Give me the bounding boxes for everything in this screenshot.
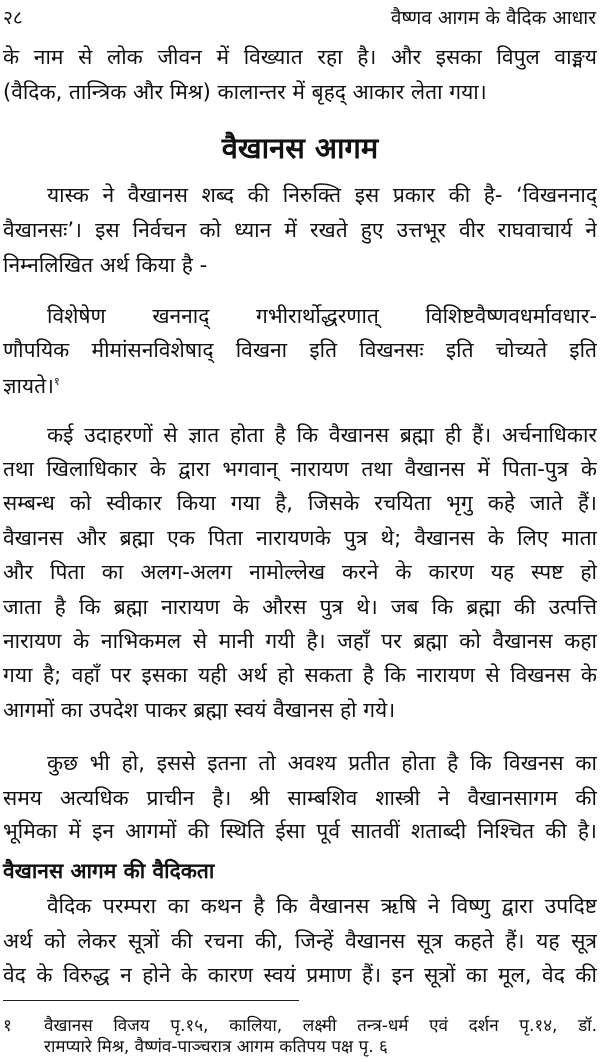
text-line: वैखानस और ब्रह्मा एक पिता नारायणके पुत्र थे; वैखानस के लिए माता (3, 526, 597, 550)
footnote-line: रामप्यारे मिश्र, वैष्णंव-पाञ्चरात्र आगम कतिपय पक्ष पृ. ६ (44, 1037, 388, 1057)
quote-text: ज्ञायते। (3, 374, 55, 398)
running-title: वैष्णव आगम के वैदिक आधार (390, 7, 596, 29)
section-heading: वैखानस आगम (221, 131, 379, 165)
footnote-line: वैखानस विजय पृ.१५, कालिया, लक्ष्मी तन्त्र-धर्म एवं दर्शन पृ.१४, डॉ. (44, 1016, 597, 1036)
text-line: आगमों का उपदेश पाकर ब्रह्मा स्वयं वैखानस हो गये। (3, 698, 396, 722)
text-line: जाता है कि ब्रह्मा नारायण के औरस पुत्र थे। जब कि ब्रह्मा की उत्पत्ति (3, 595, 597, 619)
text-line: वैखानसः’। इस निर्वचन को ध्यान में रखते हुए उत्तभूर वीर राघवाचार्य ने (3, 218, 597, 242)
text-line: (वैदिक, तान्त्रिक और मिश्र) कालान्तर में बृहद् आकार लेता गया। (3, 80, 487, 104)
footnote-divider (3, 1000, 299, 1001)
text-line: यास्क ने वैखानस शब्द की निरुक्ति इस प्रकार की है- ‘विखननाद् (47, 183, 597, 207)
text-line: समय अत्यधिक प्राचीन है। श्री साम्बशिव शास्त्री ने वैखानसागम की (3, 786, 597, 810)
text-line: नारायण के नाभिकमल से मानी गयी है। जहाँ पर ब्रह्मा को वैखानस कहा (3, 629, 597, 653)
text-line: कई उदाहरणों से ज्ञात होता है कि वैखानस ब्रह्मा ही हैं। अर्चनाधिकार (47, 423, 597, 447)
text-line: निम्नलिखित अर्थ किया है - (3, 253, 208, 277)
text-line: भूमिका में इन आगमों की स्थिति ईसा पूर्व सातवीं शताब्दी निश्चित की है। (3, 819, 597, 843)
text-line: अर्थ को लेकर सूत्रों की रचना की, जिन्हें वैखानस सूत्र कहते हैं। यह सूत्र (3, 929, 597, 953)
text-line: सम्बन्ध को स्वीकार किया गया है, जिसके रचयिता भृगु कहे जाते हैं। (3, 491, 597, 515)
quote-line: विशेषेण खननाद् गभीरार्थोद्धरणात् विशिष्टवैष्णवधर्मावधार- (47, 304, 597, 328)
text-line: गया है; वहाँ पर इसका यही अर्थ हो सकता है कि नारायण से विखनस के (3, 663, 597, 687)
text-line: के नाम से लोक जीवन में विख्यात रहा है। और इसका विपुल वाङ्मय (3, 45, 597, 69)
text-line: और पिता का अलग-अलग नामोल्लेख करने के कारण यह स्पष्ट हो (3, 560, 597, 584)
footnote-number: १ (3, 1016, 12, 1036)
quote-line: णौपयिक मीमांसनविशेषाद् विखना इति विखनसः इति चोच्यते इति (3, 338, 597, 362)
subheading: वैखानस आगम की वैदिकता (3, 859, 215, 883)
text-line: वेद के विरुद्ध न होने के कारण स्वयं प्रमाण हैं। इन सूत्रों का मूल, वेद की (3, 963, 597, 987)
quote-line (3, 367, 597, 401)
text-line: तथा खिलाधिकार के द्वारा भगवान् नारायण तथा वैखानस में पिता-पुत्र के (3, 457, 597, 481)
text-line: वैदिक परम्परा का कथन है कि वैखानस ऋषि ने विष्णु द्वारा उपदिष्ट (47, 894, 597, 918)
page-number: २८ (3, 7, 23, 29)
footnote-ref: १ (54, 375, 60, 388)
text-line: कुछ भी हो, इससे इतना तो अवश्य प्रतीत होता है कि विखनस का (47, 751, 597, 775)
